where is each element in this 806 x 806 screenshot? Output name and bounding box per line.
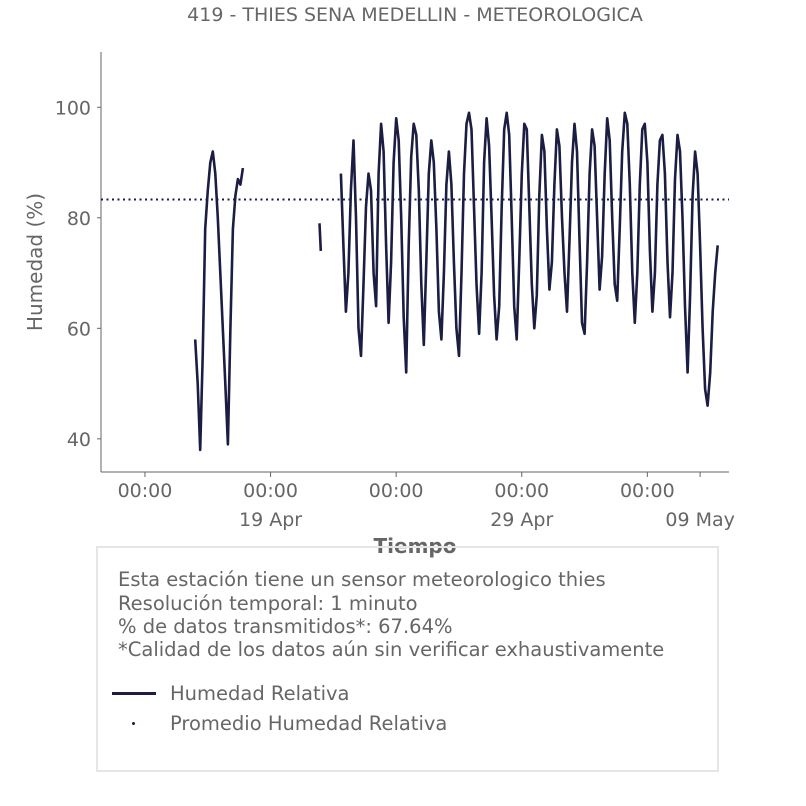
plot-area [101,113,729,450]
legend-item-humedad-relativa [112,682,512,706]
humidity-series-line [195,152,243,450]
x-tick-label: 00:00 [494,480,550,502]
x-tick-label: 00:00 [619,480,675,502]
legend-item-promedio [112,712,512,736]
x-date-label: 19 Apr [239,509,303,531]
x-tick-label: 00:00 [117,480,173,502]
y-tick-label: 80 [66,207,91,230]
y-tick-label: 100 [54,97,91,120]
y-axis-label: Humedad (%) [23,192,47,332]
y-tick-label: 60 [66,318,91,341]
legend-dot-swatch [132,722,135,725]
station-description: Esta estación tiene un sensor meteorologico thies [118,568,606,591]
x-axis-label: Tiempo [373,534,457,558]
x-date-label: 09 May [665,509,735,531]
humidity-series-line [320,223,321,251]
temporal-resolution: Resolución temporal: 1 minuto [118,592,418,615]
info-legend-box [96,546,719,772]
x-date-label: 29 Apr [490,509,554,531]
x-tick-label: 00:00 [243,480,298,502]
humidity-series-line [341,113,718,406]
x-tick-label: 00:00 [368,480,424,502]
legend-label: Promedio Humedad Relativa [170,712,448,735]
legend-label: Humedad Relativa [170,682,350,705]
data-quality-note: *Calidad de los datos aún sin verificar exhaustivamente [118,638,665,661]
legend-line-swatch [112,692,156,695]
chart-title: 419 - THIES SENA MEDELLIN - METEOROLOGICA [187,4,643,26]
transmitted-data-percentage: % de datos transmitidos*: 67.64% [118,615,453,638]
y-tick-label: 40 [66,428,91,451]
